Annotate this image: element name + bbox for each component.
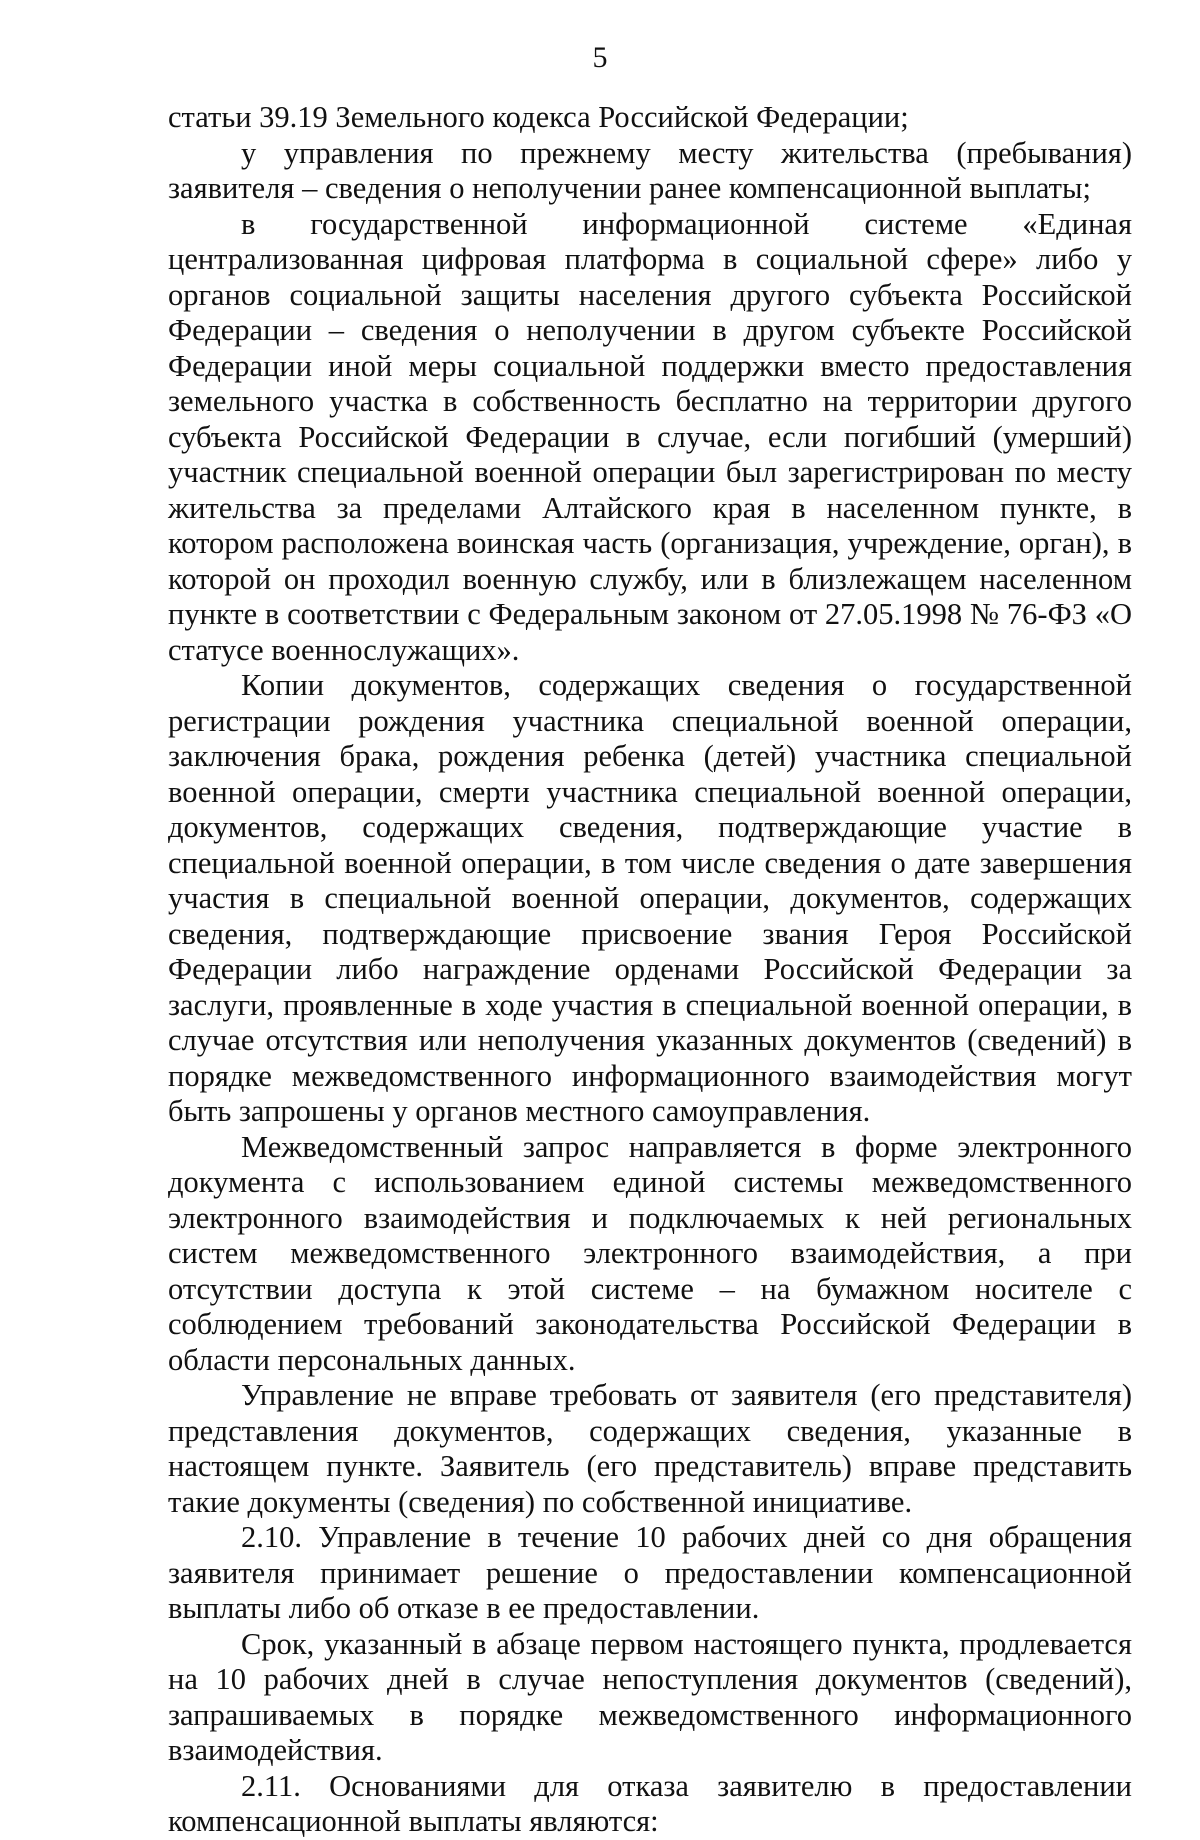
paragraph-clause-2-11: 2.11. Основаниями для отказа заявителю в предоставлении компенсационной выплаты являются: <box>168 1768 1132 1838</box>
paragraph-deadline-extension: Срок, указанный в абзаце первом настоящего пункта, продлевается на 10 рабочих дней в случае непоступления документов (сведений), запрашиваемых в порядке межведомственного информационного взаимодействия. <box>168 1626 1132 1767</box>
paragraph-clause-2-10: 2.10. Управление в течение 10 рабочих дней со дня обращения заявителя принимает решение о предоставлении компенсационной выплаты либо об отказе в ее предоставлении. <box>168 1520 1132 1625</box>
paragraph-applicant-rights: Управление не вправе требовать от заявителя (его представителя) представления документов, содержащих сведения, указанные в настоящем пункте. Заявитель (его представитель) вправе представить такие документы (сведения) по собственной инициативе. <box>168 1378 1132 1519</box>
paragraph-interagency-request: Межведомственный запрос направляется в форме электронного документа с использованием единой системы межведомственного электронного взаимодействия и подключаемых к ней региональных систем межведомственного электронного взаимодействия, а при отсутствии доступа к этой системе – на бумажном носителе с соблюдением требований законодательства Российской Федерации в области персональных данных. <box>168 1129 1132 1377</box>
paragraph-article-continuation: статьи 39.19 Земельного кодекса Российской Федерации; <box>168 100 909 134</box>
paragraph-state-information-system: в государственной информационной системе «Единая централизованная цифровая платформа в социальной сфере» либо у органов социальной защиты населения другого субъекта Российской Федерации – сведения о неполучении в другом субъекте Российской Федерации иной меры социальной поддержки вместо предоставления земельного участка в собственность бесплатно на территории другого субъекта Российской Федерации в случае, если погибший (умерший) участник специальной военной операции был зарегистрирован по месту жительства за пределами Алтайского края в населенном пункте, в котором расположена воинская часть (организация, учреждение, орган), в которой он проходил военную службу, или в близлежащем населенном пункте в соответствии с Федеральным законом от 27.05.1998 № 76-ФЗ «О статусе военнослужащих». <box>168 206 1132 667</box>
document-body <box>168 100 1132 1840</box>
paragraph-previous-residence-info: у управления по прежнему месту жительства (пребывания) заявителя – сведения о неполучении ранее компенсационной выплаты; <box>168 135 1132 205</box>
paragraph-document-copies: Копии документов, содержащих сведения о государственной регистрации рождения участника специальной военной операции, заключения брака, рождения ребенка (детей) участника специальной военной операции, смерти участника специальной военной операции, документов, содержащих сведения, подтверждающие участие в специальной военной операции, в том числе сведения о дате завершения участия в специальной военной операции, документов, содержащих сведения, подтверждающие присвоение звания Героя Российской Федерации либо награждение орденами Российской Федерации за заслуги, проявленные в ходе участия в специальной военной операции, в случае отсутствия или неполучения указанных документов (сведений) в порядке межведомственного информационного взаимодействия могут быть запрошены у органов местного самоуправления. <box>168 668 1132 1128</box>
page-number: 5 <box>592 41 608 74</box>
